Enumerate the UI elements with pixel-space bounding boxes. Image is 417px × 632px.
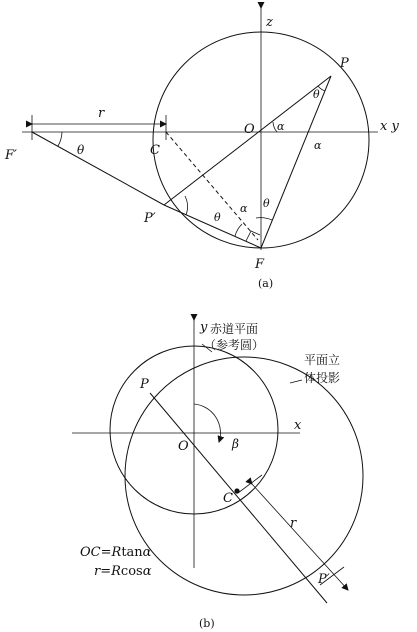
label-r-b: r xyxy=(290,516,297,531)
formula-oc-lhs: OC xyxy=(80,545,101,560)
line-fprime-pprime xyxy=(32,132,164,205)
label-pprime-a: P′ xyxy=(144,211,156,226)
center-point-c-b xyxy=(234,488,239,493)
formula-r-lhs: r xyxy=(94,564,101,579)
formula-r xyxy=(94,564,152,579)
diagram-b xyxy=(72,320,363,630)
label-alpha-op: α xyxy=(314,139,322,152)
label-theta-fprime: θ xyxy=(77,143,85,157)
label-r-a: r xyxy=(98,106,105,121)
leader-projection-b xyxy=(290,380,302,383)
label-pprime-b: P′ xyxy=(318,572,330,587)
r-dimension-b xyxy=(252,484,348,590)
label-f-a: F xyxy=(255,257,265,272)
dashed-c-f xyxy=(166,132,258,240)
label-p-b: P xyxy=(140,377,149,392)
diagram-a xyxy=(4,8,399,290)
label-theta-f: θ xyxy=(263,197,270,210)
label-x-b: x xyxy=(294,418,302,433)
label-y-b: y xyxy=(200,320,208,335)
label-reference-circle: （参考圆） xyxy=(204,338,265,352)
formula-r-eq: = xyxy=(100,564,112,579)
arc-theta-fprime xyxy=(58,132,62,146)
label-alpha-f: α xyxy=(240,202,248,215)
label-z-a: z xyxy=(266,15,273,30)
label-c-b: C xyxy=(223,491,233,506)
label-fprime-a: F′ xyxy=(5,148,17,163)
arc-beta-b xyxy=(194,404,220,442)
label-o-b: O xyxy=(178,439,189,454)
formula-r-r: R xyxy=(111,564,121,579)
label-stereo-projection-2: 体投影 xyxy=(304,371,341,385)
arc-theta-pprime xyxy=(185,196,187,215)
arc-theta-f xyxy=(256,218,272,220)
formula-r-alpha: α xyxy=(142,564,152,579)
line-p-pprime xyxy=(164,76,331,205)
label-theta-pprime: θ xyxy=(214,211,221,224)
label-o-a: O xyxy=(244,122,255,137)
label-alpha-o: α xyxy=(277,120,285,133)
label-theta-p: θ xyxy=(313,88,320,101)
projection-circle-b xyxy=(125,357,363,595)
formula-oc xyxy=(80,545,152,560)
label-equator-plane: 赤道平面 xyxy=(210,322,259,336)
formula-oc-alpha: α xyxy=(142,545,152,560)
caption-a: (a) xyxy=(258,277,274,290)
label-stereo-projection-1: 平面立 xyxy=(304,353,341,367)
formula-oc-r: R xyxy=(111,545,122,560)
formula-oc-fn: tan xyxy=(121,545,143,560)
caption-b: (b) xyxy=(199,617,215,630)
formula-oc-eq: = xyxy=(100,545,112,560)
label-beta-b: β xyxy=(232,437,239,451)
arc-alpha-f xyxy=(235,224,242,236)
formula-r-fn: cos xyxy=(120,564,143,579)
label-xy-a: x y xyxy=(380,119,399,134)
label-c-a: C xyxy=(150,143,160,158)
label-p-a: P xyxy=(340,56,349,71)
line-f-p xyxy=(261,76,331,248)
